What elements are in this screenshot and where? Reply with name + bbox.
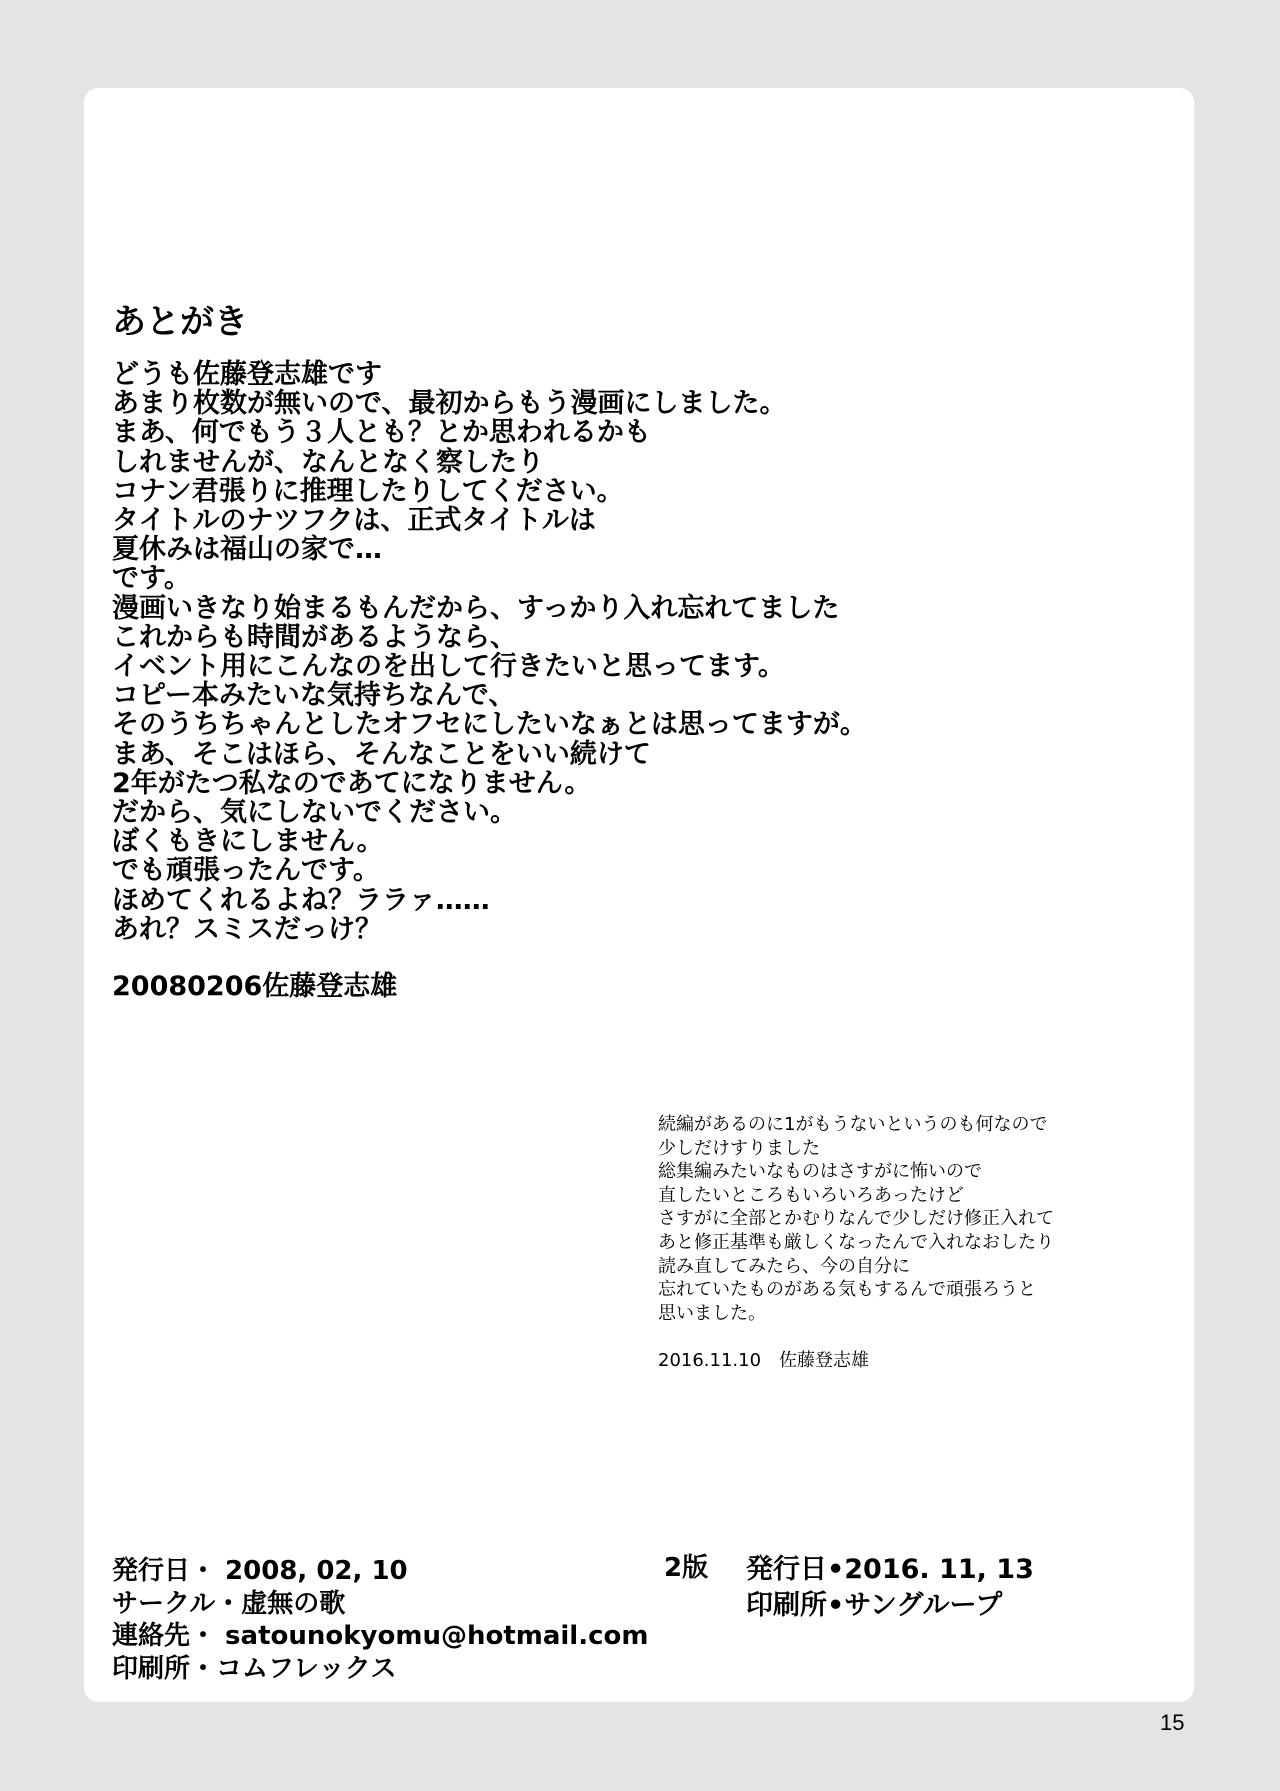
afterword-line: だから、気にしないでください。 (112, 797, 517, 829)
colophon-line: 印刷所•サングループ (746, 1590, 1003, 1621)
note-line: 少しだけすりました (658, 1137, 820, 1159)
afterword-signature: 20080206佐藤登志雄 (112, 971, 398, 1002)
note-line: 思いました。 (658, 1302, 766, 1324)
colophon-line: 発行日・ 2008, 02, 10 (112, 1556, 408, 1586)
note-line: あと修正基準も厳しくなったんで入れなおしたり (658, 1231, 1054, 1253)
note-line: 続編があるのに1がもうないというのも何なので (658, 1114, 1048, 1135)
afterword-line: 漫画いきなり始まるもんだから、すっかり入れ忘れてました (112, 592, 840, 624)
note-line: さすがに全部とかむりなんで少しだけ修正入れて (658, 1208, 1054, 1230)
colophon-line: 発行日•2016. 11, 13 (746, 1554, 1034, 1585)
note-line: 忘れていたものがある気もするんで頑張ろうと (658, 1279, 1036, 1301)
colophon-line: 連絡先・ satounokyomu@hotmail.com (112, 1621, 649, 1651)
afterword-line: でも頑張ったんです。 (112, 855, 380, 887)
afterword-line: これからも時間があるようなら、 (112, 621, 517, 653)
colophon-line: 印刷所・コムフレックス (112, 1653, 397, 1684)
afterword-line: コピー本みたいな気持ちなんで、 (112, 680, 516, 712)
afterword-line: ぼくもきにしません。 (112, 826, 384, 858)
edition-label: 2版 (664, 1553, 709, 1583)
afterword-line: どうも佐藤登志雄です (112, 359, 382, 390)
afterword-line: そのうちちゃんとしたオフセにしたいなぁとは思ってますが。 (112, 709, 867, 741)
afterword-line: 夏休みは福山の家で… (112, 534, 382, 566)
afterword-heading: あとがき (112, 302, 248, 342)
afterword-line: あまり枚数が無いので、最初からもう漫画にしました。 (112, 388, 787, 420)
note-line: 総集編みたいなものはさすがに怖いので (658, 1161, 982, 1183)
afterword-line: しれませんが、なんとなく察したり (112, 446, 544, 478)
page-number: 15 (1160, 1710, 1185, 1735)
colophon-first-edition (112, 1555, 648, 1685)
afterword-line: まあ、そこはほら、そんなことをいい続けて (112, 738, 651, 770)
afterword-line: あれ？スミスだっけ？ (112, 913, 382, 945)
note-line: 読み直してみたら、今の自分に (658, 1255, 910, 1277)
afterword-line: です。 (112, 563, 191, 595)
afterword-line: イベント用にこんなのを出して行きたいと思ってます。 (112, 651, 785, 683)
note-line: 直したいところもいろいろあったけど (658, 1184, 964, 1206)
afterword-line: ほめてくれるよね？ララァ…… (112, 884, 490, 916)
afterword-line: タイトルのナツフクは、正式タイトルは (112, 505, 596, 537)
afterword-body (112, 360, 867, 944)
revision-note (658, 1113, 1054, 1325)
afterword-line: 2年がたつ私なのであてになりません。 (112, 767, 592, 799)
afterword-line: コナン君張りに推理したりしてください。 (112, 475, 624, 507)
afterword-line: まあ、何でもう３人とも？とか思われるかも (112, 417, 651, 449)
revision-note-date: 2016.11.10 佐藤登志雄 (658, 1350, 870, 1371)
colophon-line: サークル・虚無の歌 (112, 1588, 346, 1619)
colophon-second-edition (746, 1552, 1034, 1624)
